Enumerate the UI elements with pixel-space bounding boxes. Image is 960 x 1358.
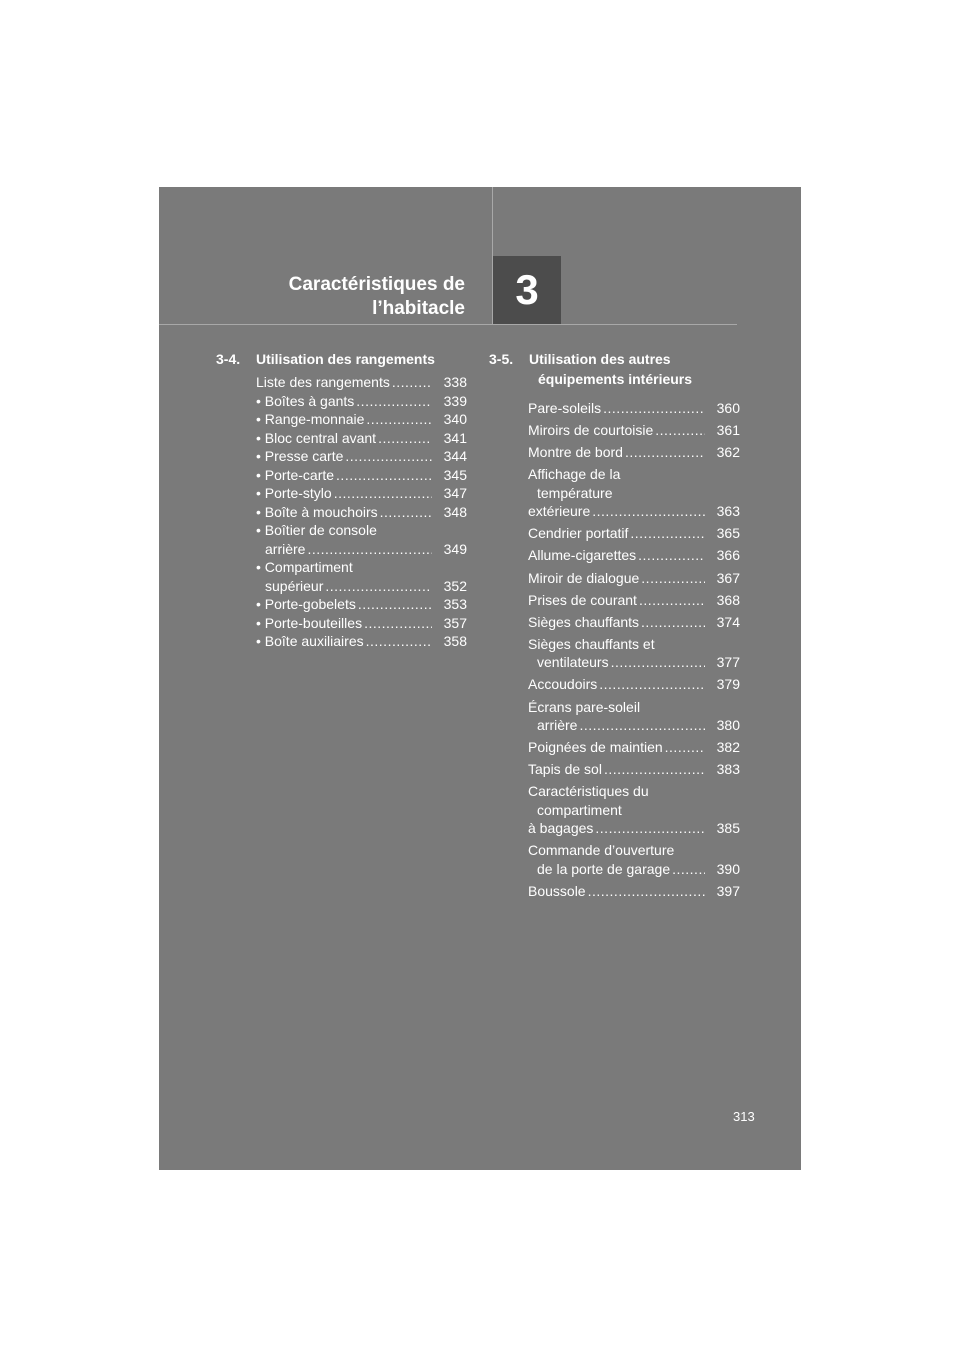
toc-entry[interactable]: • Porte-carte ..... 345 (256, 466, 467, 485)
toc-entry[interactable]: • Boîtier de console arrière ..... 349 (256, 521, 467, 558)
section-heading (216, 349, 467, 369)
toc-entry[interactable]: Miroir de dialogue ..... 367 (528, 569, 740, 588)
toc-entry[interactable]: Tapis de sol ..... 383 (528, 760, 740, 779)
toc-entry[interactable]: • Porte-stylo ..... 347 (256, 484, 467, 503)
section-title: Utilisation des autres équipements intérieurs (529, 351, 693, 387)
toc-column-right (489, 349, 740, 904)
toc-entry[interactable]: Écrans pare-soleil arrière ..... 380 (528, 698, 740, 735)
toc-entry[interactable]: Pare-soleils ..... 360 (528, 399, 740, 418)
toc-entry[interactable]: Cendrier portatif ..... 365 (528, 524, 740, 543)
chapter-title (289, 273, 465, 321)
chapter-number-box: 3 (493, 256, 561, 324)
toc-entry[interactable]: • Boîte auxiliaires ..... 358 (256, 632, 467, 651)
toc-entry[interactable]: • Boîte à mouchoirs ..... 348 (256, 503, 467, 522)
toc-entry[interactable]: Boussole ..... 397 (528, 882, 740, 901)
toc-entry[interactable]: Montre de bord ..... 362 (528, 443, 740, 462)
toc-entry[interactable]: Sièges chauffants ..... 374 (528, 613, 740, 632)
section-number: 3-4. (216, 351, 241, 367)
toc-entry[interactable]: Commande d’ouverture de la porte de garage ..... 390 (528, 841, 740, 878)
toc-entry[interactable]: Allume-cigarettes ..... 366 (528, 546, 740, 565)
toc-entry[interactable]: Miroirs de courtoisie ..... 361 (528, 421, 740, 440)
chapter-title-line2: l’habitacle (372, 298, 465, 319)
section-number: 3-5. (489, 351, 514, 367)
toc-column-left (216, 349, 467, 651)
section-title: Utilisation des rangements (256, 351, 435, 367)
toc-entry[interactable]: Sièges chauffants et ventilateurs ..... 377 (528, 635, 740, 672)
toc-entry[interactable]: Prises de courant ..... 368 (528, 591, 740, 610)
toc-entry[interactable]: Affichage de la température extérieure ..... 363 (528, 465, 740, 521)
toc-entry[interactable]: • Presse carte ..... 344 (256, 447, 467, 466)
toc-entry[interactable]: Accoudoirs ..... 379 (528, 675, 740, 694)
section-heading (489, 349, 740, 389)
chapter-panel (159, 187, 801, 1170)
chapter-title-line1: Caractéristiques de (288, 274, 465, 295)
toc-entry[interactable]: • Boîtes à gants ..... 339 (256, 392, 467, 411)
toc-entry[interactable]: • Bloc central avant ..... 341 (256, 429, 467, 448)
toc-entry[interactable]: • Range-monnaie ..... 340 (256, 410, 467, 429)
toc-entry[interactable]: Poignées de maintien ..... 382 (528, 738, 740, 757)
toc-entry[interactable]: Liste des rangements ..... 338 (256, 373, 467, 392)
toc-entry[interactable]: • Porte-gobelets ..... 353 (256, 595, 467, 614)
toc-entry[interactable]: • Porte-bouteilles ..... 357 (256, 614, 467, 633)
toc-entry[interactable]: Caractéristiques du compartiment à bagages ..... 385 (528, 782, 740, 838)
header-horizontal-rule (159, 324, 737, 325)
page-number: 313 (733, 1109, 755, 1124)
toc-entry[interactable]: • Compartiment supérieur ..... 352 (256, 558, 467, 595)
